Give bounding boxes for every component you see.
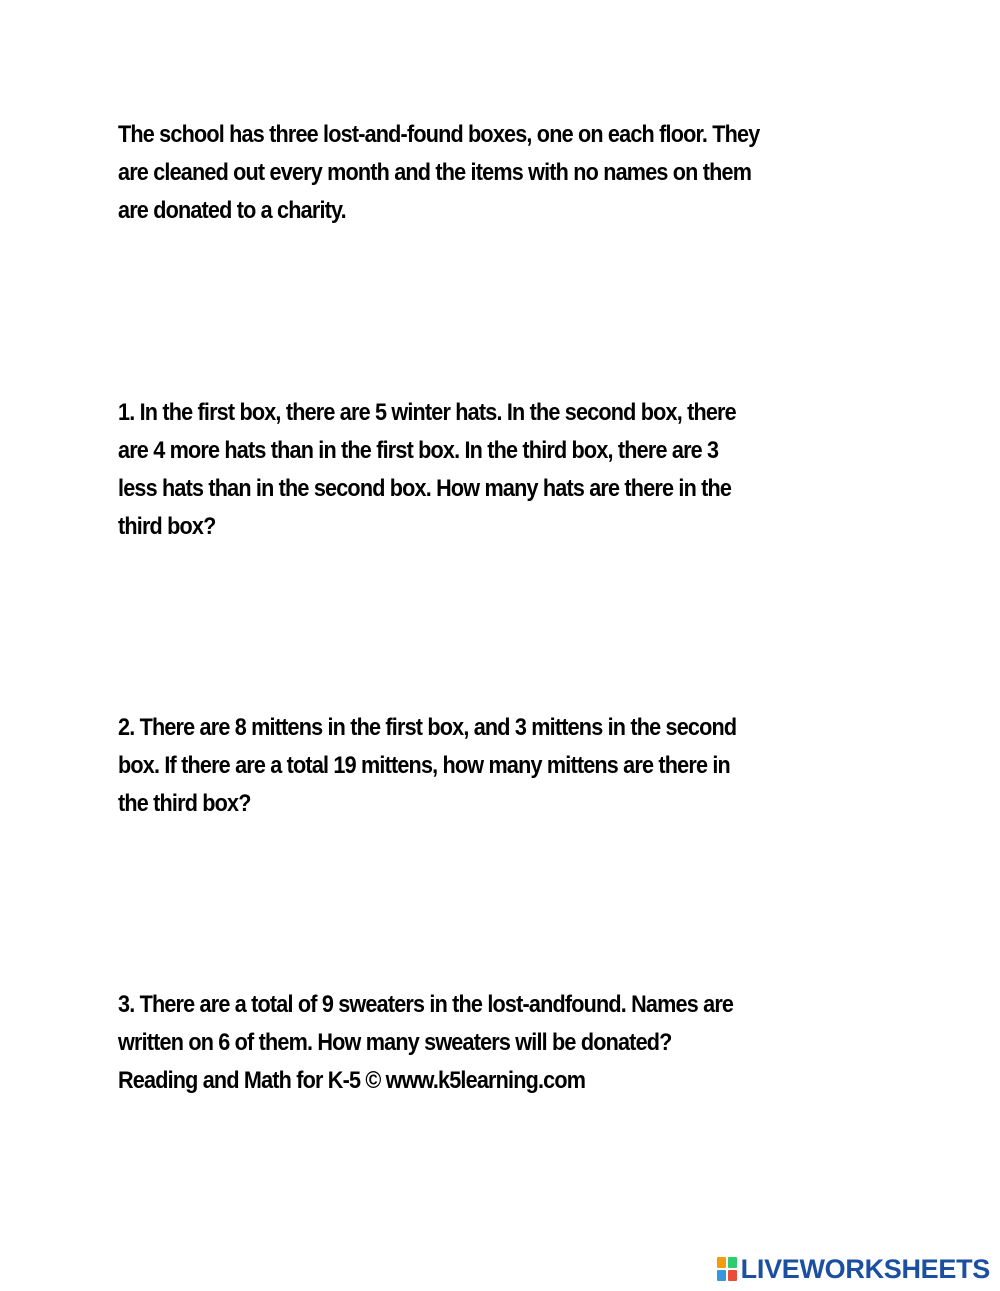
question-line: are 4 more hats than in the first box. In the third box, there are 3 bbox=[118, 437, 719, 464]
question-line: third box? bbox=[118, 513, 216, 540]
intro-line: are cleaned out every month and the items with no names on them bbox=[118, 159, 752, 186]
question-2 bbox=[118, 709, 829, 823]
question-line: written on 6 of them. How many sweaters will be donated? bbox=[118, 1029, 672, 1056]
question-line: box. If there are a total 19 mittens, how many mittens are there in bbox=[118, 752, 730, 779]
question-line: 3. There are a total of 9 sweaters in the lost-andfound. Names are bbox=[118, 991, 734, 1018]
question-3 bbox=[118, 986, 829, 1100]
intro-line: The school has three lost-and-found boxes, one on each floor. They bbox=[118, 121, 760, 148]
logo-tile bbox=[728, 1270, 737, 1281]
question-1 bbox=[118, 394, 829, 546]
question-line: 1. In the first box, there are 5 winter hats. In the second box, there bbox=[118, 399, 736, 426]
question-line: 2. There are 8 mittens in the first box, and 3 mittens in the second bbox=[118, 714, 737, 741]
logo-tile bbox=[728, 1257, 737, 1268]
liveworksheets-logo[interactable] bbox=[717, 1253, 990, 1285]
question-line: the third box? bbox=[118, 790, 251, 817]
liveworksheets-logo-icon bbox=[717, 1257, 737, 1281]
attribution-line: Reading and Math for K-5 © www.k5learning.com bbox=[118, 1067, 586, 1094]
logo-tile bbox=[717, 1270, 726, 1281]
intro-line: are donated to a charity. bbox=[118, 197, 346, 224]
logo-text: LIVEWORKSHEETS bbox=[740, 1253, 990, 1284]
question-line: less hats than in the second box. How many hats are there in the bbox=[118, 475, 732, 502]
logo-tile bbox=[717, 1257, 726, 1268]
intro-paragraph bbox=[118, 116, 829, 230]
